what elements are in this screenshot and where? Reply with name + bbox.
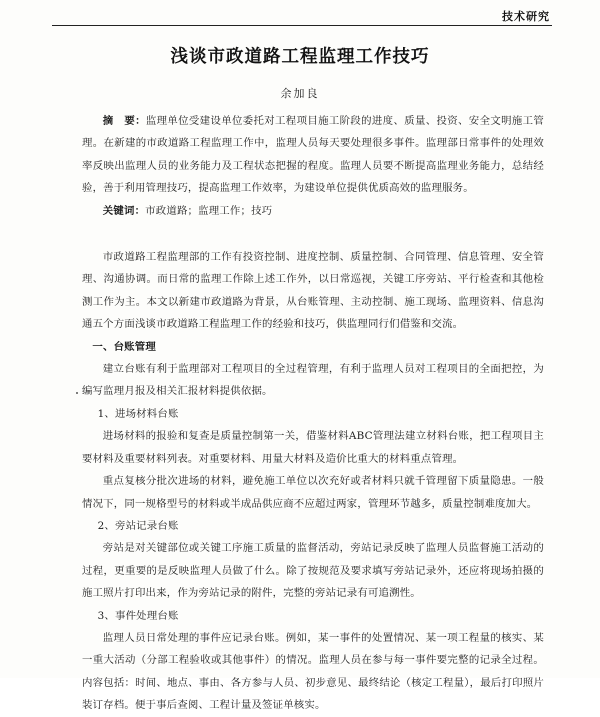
section-tag: 技术研究 [502,10,550,23]
subsection-paragraph: 旁站是对关键部位或关键工序施工质量的监督活动，旁站记录反映了监理人员监督施工活动的过程，更重要的是反映监理人员做了什么。除了按规范及要求填写旁站记录外，还应将现场拍摄的施工照片打印出来，作为旁站记录的附件，完整的旁站记录有可追溯性。 [82,542,544,600]
section-heading-ledger: 一、台账管理 [92,340,156,353]
article-body [82,110,544,717]
abstract-text: 监理单位受建设单位委托对工程项目施工阶段的进度、质量、投资、安全文明施工管理。在新建的市政道路工程监理工作中，监理人员每天要处理很多事件。监理部日常事件的处理效率反映出监理人员的业务能力及工程状态把握的程度。监理人员要不断提高监理业务能力，总结经验，善于利用管理技巧，提高监理工作效率，为建设单位提供优质高效的监理服务。 [82,115,544,195]
subsection-paragraph: 进场材料的报验和复查是质量控制第一关，借鉴材料ABC管理法建立材料台账，把工程项目主要材料及重要材料列表。对重要材料、用量大材料及造价比重大的材料重点管理。 [82,430,544,465]
article-author: 余加良 [280,87,320,100]
keywords-text: 市政道路；监理工作；技巧 [145,204,273,217]
intro-paragraph: 市政道路工程监理部的工作有投资控制、进度控制、质量控制、合同管理、信息管理、安全管理、沟通协调。而日常的监理工作除上述工作外，以日常巡视，关键工序旁站、平行检查和其他检测工作为主。本文以新建市政道路为背景，从台账管理、主动控制、施工现场、监理资料、信息沟通五个方面浅谈市政道路工程监理工作的经验和技巧，供监理同行们借鉴和交流。 [82,251,544,331]
subsection-heading-supervision: 2、旁站记录台账 [97,519,179,532]
section-paragraph: 建立台账有利于监理部对工程项目的全过程管理，有利于监理人员对工程项目的全面把控，为编写监理月报及相关汇报材料提供依据。 [82,363,544,398]
subsection-heading-materials: 1、进场材料台账 [97,407,179,420]
keywords [82,200,544,222]
subsection-paragraph: 监理人员日常处理的事件应记录台账。例如，某一事件的处置情况、某一项工程量的核实、某一重大活动（分部工程验收或其他事件）的情况。监理人员在参与每一事件要完整的记录全过程。内容包括：时间、地点、事由、各方参与人员、初步意见、最终结论（核定工程量），最后打印照片装订存档。便于事后查阅、工程计量及签证单核实。 [82,631,544,712]
subsection-heading-events: 3、事件处理台账 [97,609,179,622]
keywords-label: 关键词： [102,204,146,217]
scan-speck [76,392,78,394]
abstract [82,110,544,200]
spacer [82,222,544,246]
subsection-paragraph: 重点复核分批次进场的材料，避免施工单位以次充好或者材料只就千管理留下质量隐患。一般情况下，同一规格型号的材料或半成品供应商不应超过两家，管理环节越多，质量控制难度加大。 [82,475,544,510]
header-rule [52,25,552,26]
article-title: 浅谈市政道路工程监理工作技巧 [170,47,430,67]
abstract-label: 摘 要： [102,115,146,127]
